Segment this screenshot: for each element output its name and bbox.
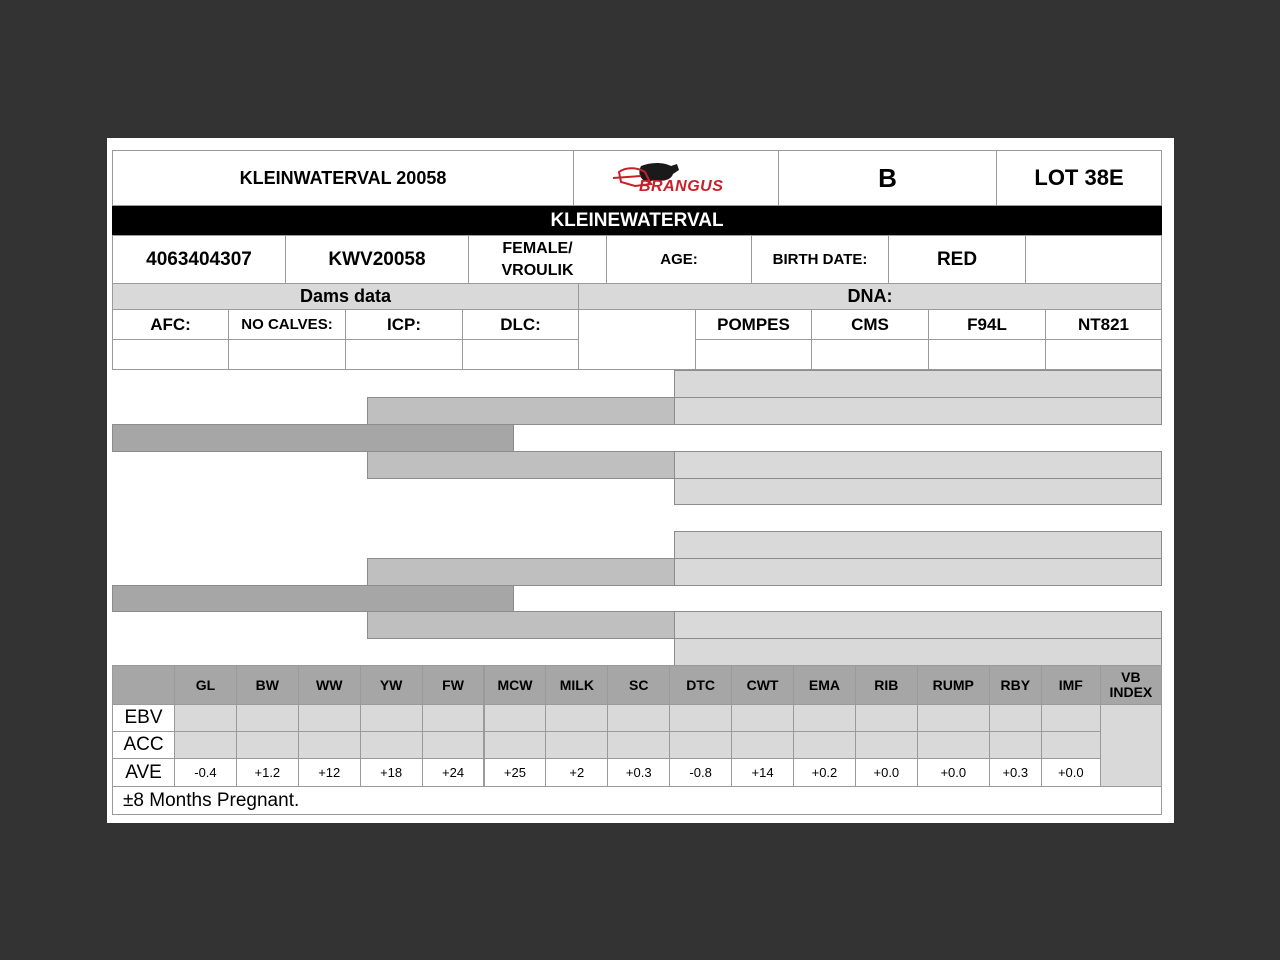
ave-value-rib: +0.0 [855, 758, 918, 787]
ave-value-gl: -0.4 [174, 758, 237, 787]
ebv-header-rby: RBY [989, 665, 1042, 705]
ebv-header-dtc: DTC [669, 665, 732, 705]
dams-col-dlc: DLC: [462, 309, 579, 340]
dna-value-nt821 [1045, 339, 1162, 370]
acc-value-cwt [731, 731, 794, 759]
cattle-logo-icon [611, 158, 741, 198]
dams-title: Dams data [112, 283, 579, 310]
acc-value-imf [1041, 731, 1101, 759]
pedigree-gd-1 [367, 451, 675, 479]
ebv-value-yw [360, 704, 423, 732]
acc-value-milk [545, 731, 608, 759]
ebv-value-rib [855, 704, 918, 732]
vb-index-value [1100, 704, 1162, 787]
pedigree-ggs-2 [674, 451, 1162, 479]
pedigree-ggs-1 [674, 370, 1162, 398]
ave-value-cwt: +14 [731, 758, 794, 787]
ave-row-label: AVE [112, 758, 175, 787]
ebv-corner [112, 665, 175, 705]
ave-value-ema: +0.2 [793, 758, 856, 787]
breeder-banner: KLEINEWATERVAL [112, 206, 1162, 236]
ave-value-bw: +1.2 [236, 758, 299, 787]
pedigree-ggd-1 [674, 397, 1162, 425]
ave-value-rump: +0.0 [917, 758, 990, 787]
vb-index-header: VB INDEX [1100, 665, 1162, 705]
ave-value-rby: +0.3 [989, 758, 1042, 787]
ebv-value-sc [607, 704, 670, 732]
pedigree-sire [112, 424, 514, 452]
pedigree-ggs-3 [674, 531, 1162, 559]
ebv-header-ema: EMA [793, 665, 856, 705]
color-value: RED [888, 235, 1026, 284]
dams-value-dlc [462, 339, 579, 370]
acc-value-mcw [484, 731, 547, 759]
note-row: ±8 Months Pregnant. [112, 786, 1162, 815]
ebv-header-rump: RUMP [917, 665, 990, 705]
ave-value-imf: +0.0 [1041, 758, 1101, 787]
dna-col-nt821: NT821 [1045, 309, 1162, 340]
animal-name: KLEINWATERVAL 20058 [112, 150, 574, 206]
ebv-header-bw: BW [236, 665, 299, 705]
ebv-value-bw [236, 704, 299, 732]
ebv-header-gl: GL [174, 665, 237, 705]
dna-col-cms: CMS [811, 309, 929, 340]
ebv-value-ema [793, 704, 856, 732]
acc-value-fw [422, 731, 485, 759]
dams-col-afc: AFC: [112, 309, 229, 340]
pedigree-gd-2 [367, 611, 675, 639]
ave-value-ww: +12 [298, 758, 361, 787]
dams-value-calves [228, 339, 346, 370]
sale-card [107, 138, 1174, 823]
ebv-value-dtc [669, 704, 732, 732]
dams-value-icp [345, 339, 463, 370]
acc-value-yw [360, 731, 423, 759]
acc-value-gl [174, 731, 237, 759]
logo-text: BRANGUS [639, 178, 724, 195]
ebv-header-imf: IMF [1041, 665, 1101, 705]
ave-value-fw: +24 [422, 758, 485, 787]
ebv-value-imf [1041, 704, 1101, 732]
acc-value-rump [917, 731, 990, 759]
ebv-header-sc: SC [607, 665, 670, 705]
tag-number: KWV20058 [285, 235, 469, 284]
ebv-value-fw [422, 704, 485, 732]
ave-value-sc: +0.3 [607, 758, 670, 787]
dna-value-f94l [928, 339, 1046, 370]
pedigree-ggs-4 [674, 611, 1162, 639]
ave-value-yw: +18 [360, 758, 423, 787]
blank-cell [1025, 235, 1162, 284]
acc-value-bw [236, 731, 299, 759]
grade-cell: B [778, 150, 997, 206]
birth-date-label: BIRTH DATE: [751, 235, 889, 284]
dna-title: DNA: [578, 283, 1162, 310]
dams-col-calves: NO CALVES: [228, 309, 346, 340]
acc-value-ww [298, 731, 361, 759]
pedigree-dam [112, 585, 514, 612]
ave-value-dtc: -0.8 [669, 758, 732, 787]
lot-number: LOT 38E [996, 150, 1162, 206]
ebv-value-ww [298, 704, 361, 732]
id-number: 4063404307 [112, 235, 286, 284]
dna-col-pompes: POMPES [695, 309, 812, 340]
dna-value-pompes [695, 339, 812, 370]
dams-value-afc [112, 339, 229, 370]
ebv-header-fw: FW [422, 665, 485, 705]
ebv-header-cwt: CWT [731, 665, 794, 705]
pedigree-gs-1 [367, 397, 675, 425]
ebv-value-rump [917, 704, 990, 732]
ebv-header-rib: RIB [855, 665, 918, 705]
pedigree-ggd-2 [674, 478, 1162, 505]
sex-label: FEMALE/ VROULIK [468, 235, 607, 284]
ebv-header-mcw: MCW [484, 665, 547, 705]
ebv-value-gl [174, 704, 237, 732]
ebv-header-yw: YW [360, 665, 423, 705]
ebv-value-milk [545, 704, 608, 732]
age-label: AGE: [606, 235, 752, 284]
dna-value-cms [811, 339, 929, 370]
acc-value-ema [793, 731, 856, 759]
dna-col-f94l: F94L [928, 309, 1046, 340]
dams-col-icp: ICP: [345, 309, 463, 340]
acc-value-rby [989, 731, 1042, 759]
ebv-header-milk: MILK [545, 665, 608, 705]
acc-value-rib [855, 731, 918, 759]
brangus-logo [573, 150, 779, 206]
pedigree-gs-2 [367, 558, 675, 586]
acc-row-label: ACC [112, 731, 175, 759]
pedigree-ggd-3 [674, 558, 1162, 586]
ebv-row-label: EBV [112, 704, 175, 732]
ebv-value-mcw [484, 704, 547, 732]
ebv-value-cwt [731, 704, 794, 732]
ebv-value-rby [989, 704, 1042, 732]
pedigree-ggd-4 [674, 638, 1162, 666]
ebv-header-ww: WW [298, 665, 361, 705]
dna-blank [578, 309, 696, 370]
ave-value-mcw: +25 [484, 758, 547, 787]
acc-value-sc [607, 731, 670, 759]
acc-value-dtc [669, 731, 732, 759]
ave-value-milk: +2 [545, 758, 608, 787]
